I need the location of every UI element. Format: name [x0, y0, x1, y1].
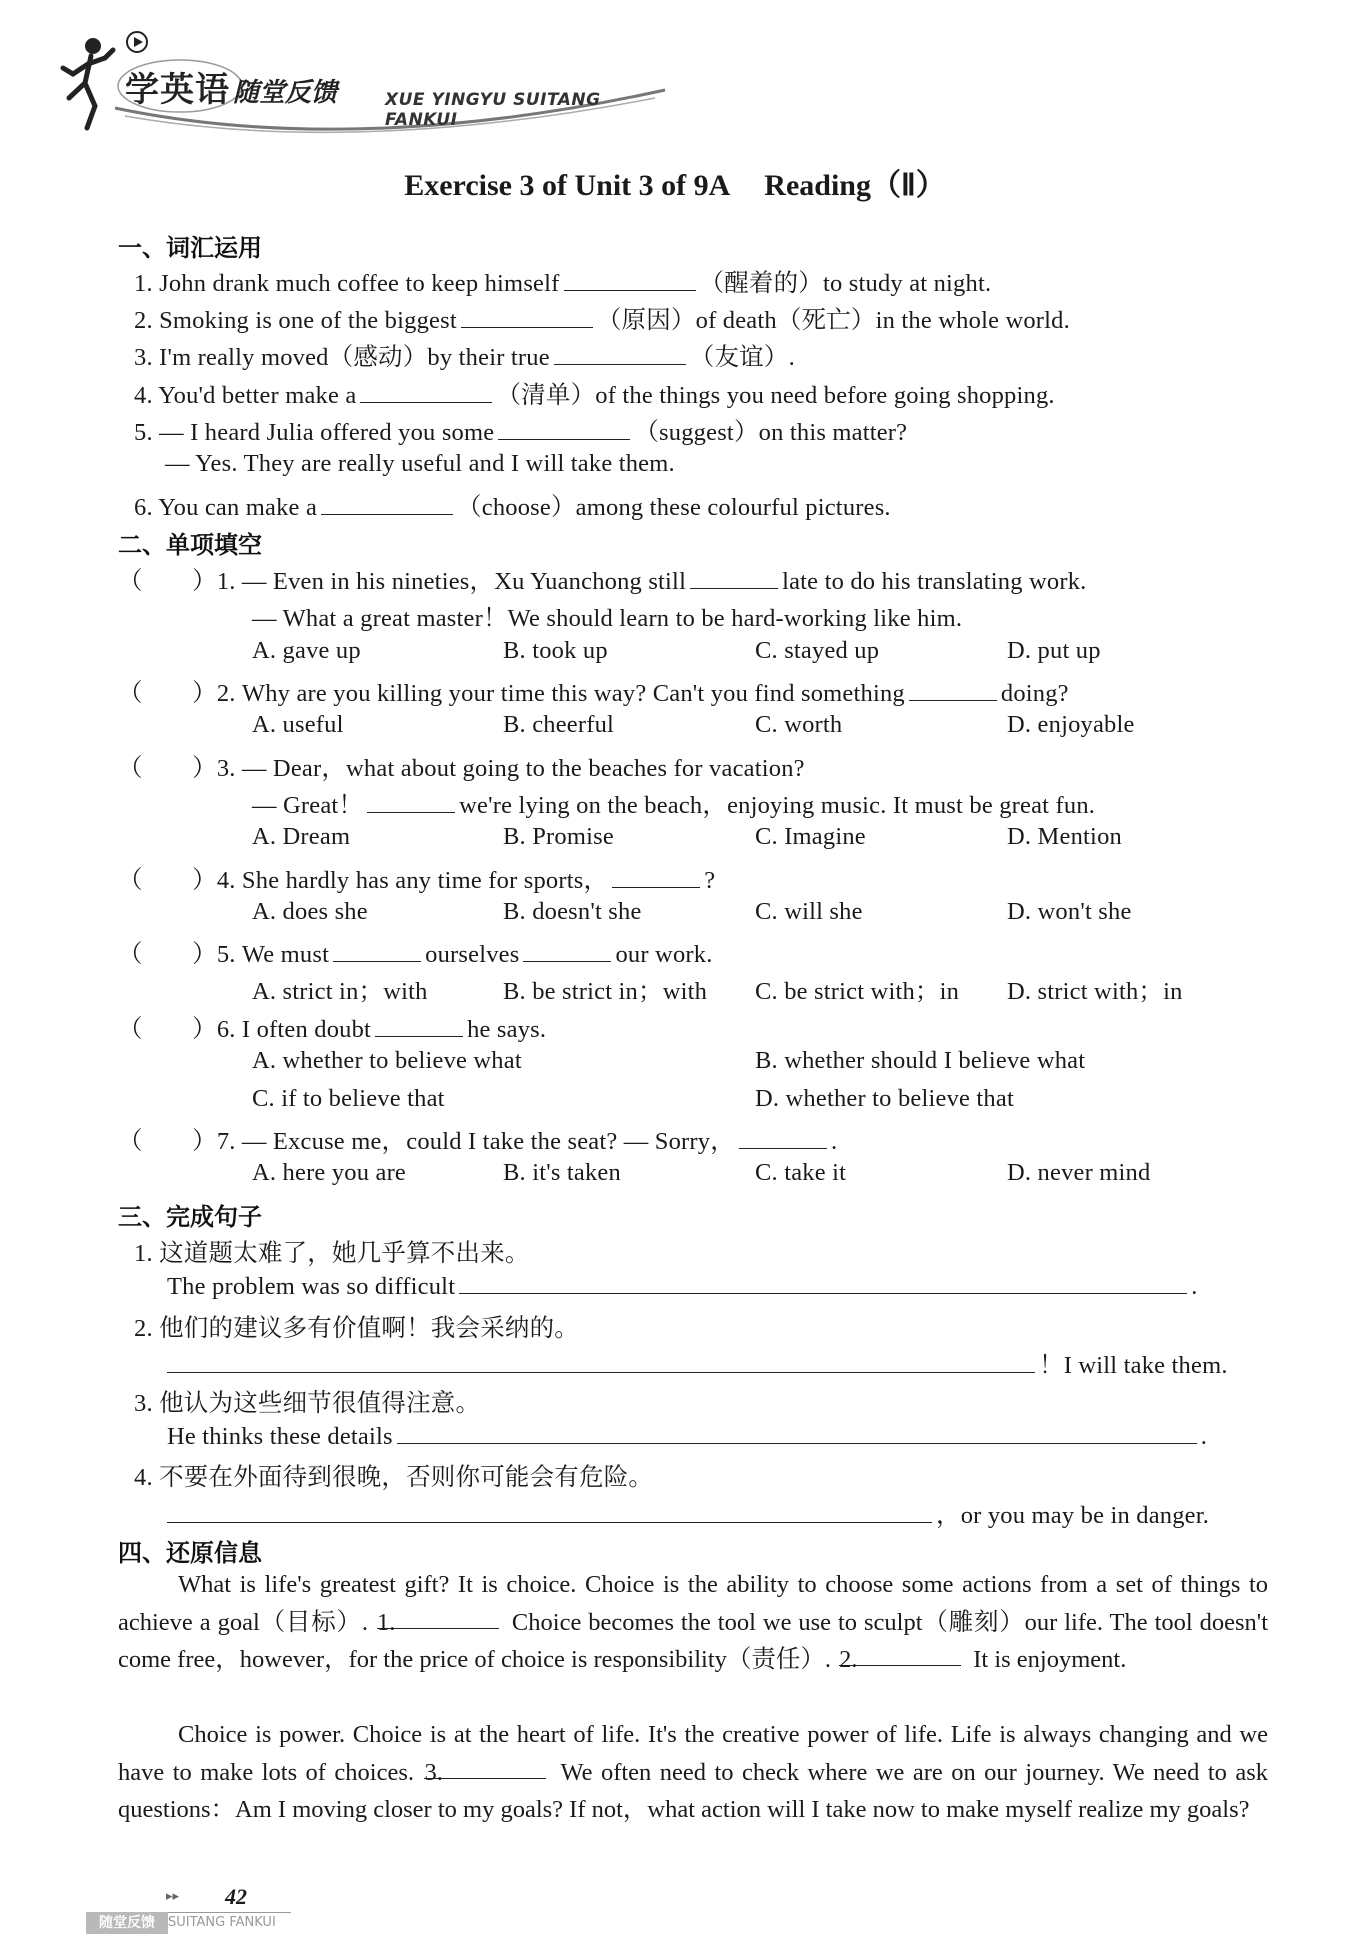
footer-pinyin: SUITANG FANKUI [168, 1915, 276, 1930]
title-sub: Reading（Ⅱ） [764, 169, 946, 202]
section-heading-restore-info: 四、还原信息 [118, 1539, 262, 1567]
vocab-item-5: 5. — I heard Julia offered you some （suggest）on this matter? [134, 419, 908, 446]
option: B. be strict in；with [503, 978, 708, 1005]
option: D. Mention [1007, 823, 1122, 850]
answer-paren[interactable]: （ ） [118, 680, 217, 707]
answer-blank[interactable] [564, 268, 696, 291]
option: C. stayed up [755, 637, 880, 664]
answer-paren[interactable]: （ ） [118, 867, 217, 894]
answer-line[interactable] [167, 1350, 1035, 1373]
option: B. whether should I believe what [755, 1047, 1086, 1074]
option: B. took up [503, 637, 608, 664]
vocab-item-1: 1. John drank much coffee to keep himself （醒着的）to study at night. [134, 270, 992, 297]
answer-blank [690, 566, 778, 589]
option: C. worth [755, 711, 843, 738]
answer-blank[interactable] [321, 492, 453, 515]
passage-paragraph-1: What is life's greatest gift? It is choice. Choice is the ability to choose some actions from a set of things to achieve a goal（目标）. 1. Choice becomes the tool we use to sculpt（雕刻）our life. The tool doesn't come free，however，for the price of choice is responsibility（责任）. 2. It is enjoyment. [118, 1571, 1269, 1673]
section-heading-vocabulary: 一、词汇运用 [118, 234, 262, 262]
answer-blank[interactable] [360, 380, 492, 403]
footer-label: 随堂反馈 [86, 1912, 168, 1934]
mc-question-7: （ ）7. — Excuse me，could I take the seat? — Sorry， . [118, 1128, 838, 1155]
answer-blank [612, 865, 700, 888]
answer-paren[interactable]: （ ） [118, 568, 217, 595]
option: C. will she [755, 898, 863, 925]
title-main: Exercise 3 of Unit 3 of 9A [404, 169, 731, 202]
sentence-4-english: ，or you may be in danger. [167, 1496, 1209, 1531]
answer-line[interactable] [167, 1500, 932, 1523]
option: C. be strict with；in [755, 978, 960, 1005]
footer-divider [166, 1912, 291, 1913]
option: D. never mind [1007, 1159, 1151, 1186]
answer-blank [367, 790, 455, 813]
option: A. Dream [252, 823, 351, 850]
passage-paragraph-2: Choice is power. Choice is at the heart of life. It's the creative power of life. Life is always changing and we have to make lots of choices. 3. We often need to check where we are on our journey. We need to ask questions：Am I moving closer to my goals? If not，what action will I take now to make myself realize my goals? [118, 1721, 1268, 1823]
answer-paren[interactable]: （ ） [118, 755, 217, 782]
option: D. strict with；in [1007, 978, 1183, 1005]
section-heading-multiple-choice: 二、单项填空 [118, 531, 262, 559]
option: B. cheerful [503, 711, 615, 738]
brand-pinyin: XUE YINGYU SUITANG FANKUI [385, 90, 601, 130]
option: A. useful [252, 711, 344, 738]
mc-question-1-reply: — What a great master！We should learn to be hard-working like him. [252, 605, 963, 632]
mc-question-4: （ ）4. She hardly has any time for sports， ? [118, 867, 716, 894]
vocab-item-4: 4. You'd better make a （清单）of the things you need before going shopping. [134, 382, 1055, 409]
sentence-4-chinese: 4. 不要在外面待到很晚，否则你可能会有危险。 [134, 1464, 654, 1491]
option: B. it's taken [503, 1159, 621, 1186]
option: B. doesn't she [503, 898, 642, 925]
option: B. Promise [503, 823, 614, 850]
option: D. put up [1007, 637, 1101, 664]
answer-blank[interactable] [461, 305, 593, 328]
answer-line[interactable] [397, 1421, 1197, 1444]
vocab-item-6: 6. You can make a （choose）among these colourful pictures. [134, 494, 891, 521]
answer-blank [739, 1126, 827, 1149]
option: D. enjoyable [1007, 711, 1135, 738]
section-heading-complete-sentences: 三、完成句子 [118, 1203, 262, 1231]
option: C. take it [755, 1159, 847, 1186]
answer-blank [909, 678, 997, 701]
answer-blank[interactable] [554, 342, 686, 365]
exercise-title [0, 160, 1350, 204]
option: D. won't she [1007, 898, 1132, 925]
answer-blank[interactable] [498, 417, 630, 440]
option: A. whether to believe what [252, 1047, 522, 1074]
passage-blank-2[interactable]: 2. [839, 1641, 961, 1666]
option: C. if to believe that [252, 1085, 445, 1112]
page-arrow-icon: ▸▸ [166, 1889, 180, 1904]
option: A. strict in；with [252, 978, 428, 1005]
answer-blank [375, 1014, 463, 1037]
answer-line[interactable] [459, 1271, 1187, 1294]
brand-subtitle: 随堂反馈 [233, 78, 338, 108]
vocab-item-2: 2. Smoking is one of the biggest （原因）of death（死亡）in the whole world. [134, 307, 1070, 334]
option: A. gave up [252, 637, 361, 664]
vocab-item-3: 3. I'm really moved（感动）by their true （友谊）. [134, 344, 795, 371]
answer-blank [333, 939, 421, 962]
vocab-item-5-reply: — Yes. They are really useful and I will take them. [165, 450, 675, 477]
answer-paren[interactable]: （ ） [118, 941, 217, 968]
option: A. here you are [252, 1159, 407, 1186]
option: A. does she [252, 898, 368, 925]
answer-paren[interactable]: （ ） [118, 1128, 217, 1155]
sentence-1-english: The problem was so difficult . [167, 1273, 1198, 1300]
page-header [55, 28, 675, 138]
brand-title: 学英语 [125, 70, 230, 110]
passage-blank-3[interactable]: 3. [424, 1754, 546, 1779]
sentence-3-english: He thinks these details . [167, 1423, 1208, 1450]
mc-question-1: （ ）1. — Even in his nineties，Xu Yuanchong still late to do his translating work. [118, 568, 1087, 595]
option: C. Imagine [755, 823, 866, 850]
page-number: 42 [225, 1884, 247, 1909]
sentence-3-chinese: 3. 他认为这些细节很值得注意。 [134, 1390, 481, 1417]
answer-blank [523, 939, 611, 962]
sentence-1-chinese: 1. 这道题太难了，她几乎算不出来。 [134, 1240, 530, 1267]
passage-blank-1[interactable]: 1. [377, 1604, 499, 1629]
sentence-2-chinese: 2. 他们的建议多有价值啊！我会采纳的。 [134, 1315, 579, 1342]
sentence-2-english: ！I will take them. [167, 1346, 1228, 1381]
answer-paren[interactable]: （ ） [118, 1016, 217, 1043]
mc-question-6: （ ）6. I often doubt he says. [118, 1016, 547, 1043]
mc-question-3-reply: — Great！ we're lying on the beach，enjoying music. It must be great fun. [252, 792, 1096, 819]
mc-question-5: （ ）5. We must ourselves our work. [118, 941, 713, 968]
mc-question-2: （ ）2. Why are you killing your time this way? Can't you find something doing? [118, 680, 1069, 707]
option: D. whether to believe that [755, 1085, 1014, 1112]
mc-question-3: （ ）3. — Dear，what about going to the beaches for vacation? [118, 755, 805, 782]
